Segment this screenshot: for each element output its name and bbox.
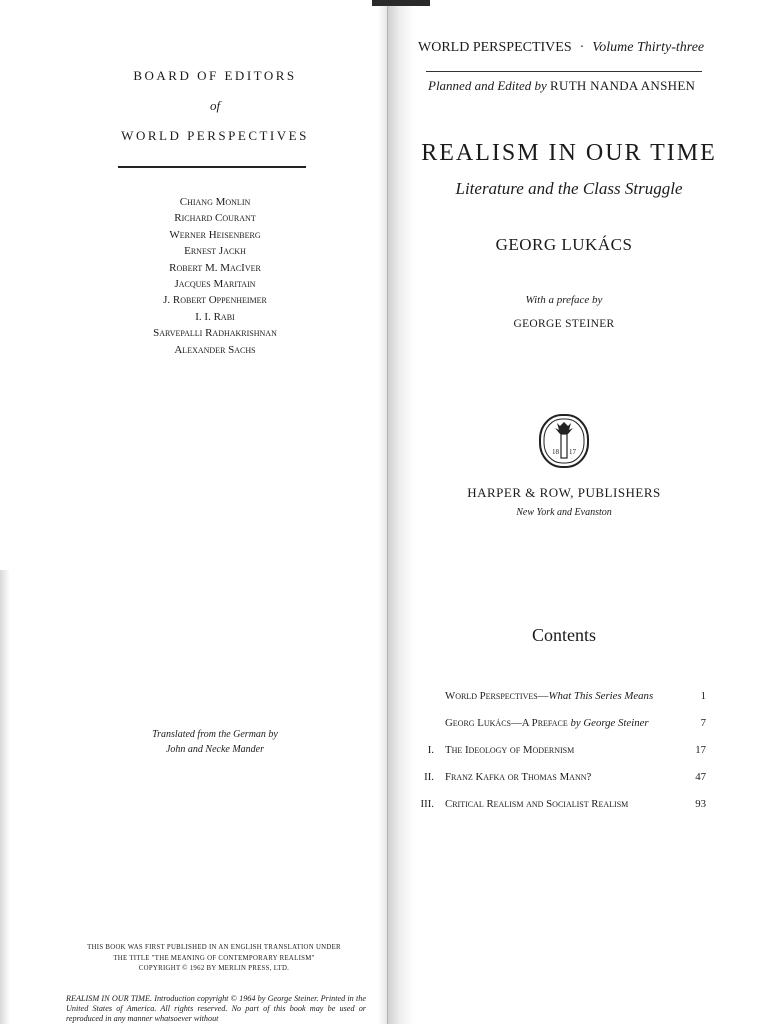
- book-spine: [387, 0, 388, 1024]
- editors-list: [100, 194, 330, 358]
- editor-name: Ernest Jackh: [184, 245, 246, 258]
- preface-label: With a preface by: [525, 294, 603, 306]
- copyright-note: REALISM IN OUR TIME. Introduction copyright © 1964 by George Steiner. Printed in the United States of America. All rights reserved. No part of this book may be used or reproduced in any manner whatsoever without: [66, 994, 366, 1023]
- table-of-contents: [410, 690, 720, 825]
- board-title: BOARD OF EDITORS: [133, 68, 297, 83]
- contents-heading: Contents: [531, 625, 596, 645]
- history-line: COPYRIGHT © 1962 BY MERLIN PRESS, LTD.: [138, 965, 290, 972]
- toc-entry: [410, 717, 720, 744]
- toc-page: 47: [695, 771, 706, 783]
- publisher-name: HARPER & ROW, PUBLISHERS: [467, 485, 661, 500]
- toc-title: Georg Lukács—A Preface: [445, 717, 571, 729]
- editor-credit: [428, 78, 718, 94]
- history-line: THIS BOOK WAS FIRST PUBLISHED IN AN ENGLISH TRANSLATION UNDER: [87, 944, 341, 951]
- toc-entry: [410, 744, 720, 771]
- editor-name: Robert M. MacIver: [169, 261, 261, 274]
- editor-name: J. Robert Oppenheimer: [163, 294, 267, 307]
- translation-line: Translated from the German by: [152, 729, 278, 740]
- toc-number: II.: [424, 771, 434, 783]
- history-line: THE TITLE "THE MEANING OF CONTEMPORARY REALISM": [113, 954, 315, 962]
- editor-name: Richard Courant: [174, 212, 256, 225]
- logo-year-left: 18: [552, 448, 559, 456]
- toc-page: 1: [700, 690, 706, 702]
- header-rule: [426, 71, 702, 72]
- translation-credit: [130, 727, 300, 757]
- publication-history: [66, 943, 362, 975]
- series-name: WORLD PERSPECTIVES: [418, 40, 572, 55]
- page-edge-shadow: [0, 570, 10, 1024]
- editor-name: I. I. Rabi: [195, 310, 235, 323]
- gutter-shadow-right: [388, 0, 414, 1024]
- translation-line: John and Necke Mander: [165, 744, 265, 755]
- series-volume: Volume Thirty-three: [592, 40, 705, 55]
- toc-entry: [410, 771, 720, 798]
- book-subtitle: Literature and the Class Struggle: [455, 179, 683, 198]
- author-name: GEORG LUKÁCS: [495, 235, 633, 254]
- editor-name: Werner Heisenberg: [169, 228, 261, 241]
- board-subtitle: WORLD PERSPECTIVES: [121, 128, 309, 143]
- board-of: of: [209, 98, 221, 113]
- series-header: [418, 40, 718, 56]
- book-title: REALISM IN OUR TIME: [421, 140, 717, 166]
- editor-credit-prefix: Planned and Edited by: [428, 78, 547, 93]
- toc-page: 17: [695, 744, 706, 756]
- toc-title: World Perspectives—: [445, 690, 549, 702]
- toc-entry: [410, 690, 720, 717]
- toc-title-italic: What This Series Means: [548, 690, 654, 702]
- toc-page: 93: [695, 798, 706, 810]
- logo-year-right: 17: [569, 448, 576, 456]
- publisher-torch-logo-icon: [537, 412, 591, 470]
- editor-credit-name: RUTH NANDA ANSHEN: [550, 78, 696, 93]
- toc-number: I.: [427, 744, 434, 756]
- toc-title-italic: by George Steiner: [570, 717, 649, 729]
- series-separator: ·: [579, 40, 585, 55]
- toc-title: Critical Realism and Socialist Realism: [445, 798, 629, 810]
- spine-top-edge: [372, 0, 430, 6]
- toc-entry: [410, 798, 720, 825]
- editor-name: Chiang Monlin: [179, 196, 251, 208]
- toc-page: 7: [700, 717, 706, 729]
- board-divider: [118, 166, 306, 168]
- publisher-city: New York and Evanston: [516, 507, 612, 518]
- toc-number: III.: [420, 798, 434, 810]
- editor-name: Sarvepalli Radhakrishnan: [153, 327, 277, 340]
- preface-author: GEORGE STEINER: [513, 318, 615, 330]
- editor-name: Jacques Maritain: [174, 278, 256, 291]
- editor-name: Alexander Sachs: [174, 343, 256, 356]
- toc-title: Franz Kafka or Thomas Mann?: [445, 771, 592, 783]
- toc-title: The Ideology of Modernism: [445, 744, 575, 756]
